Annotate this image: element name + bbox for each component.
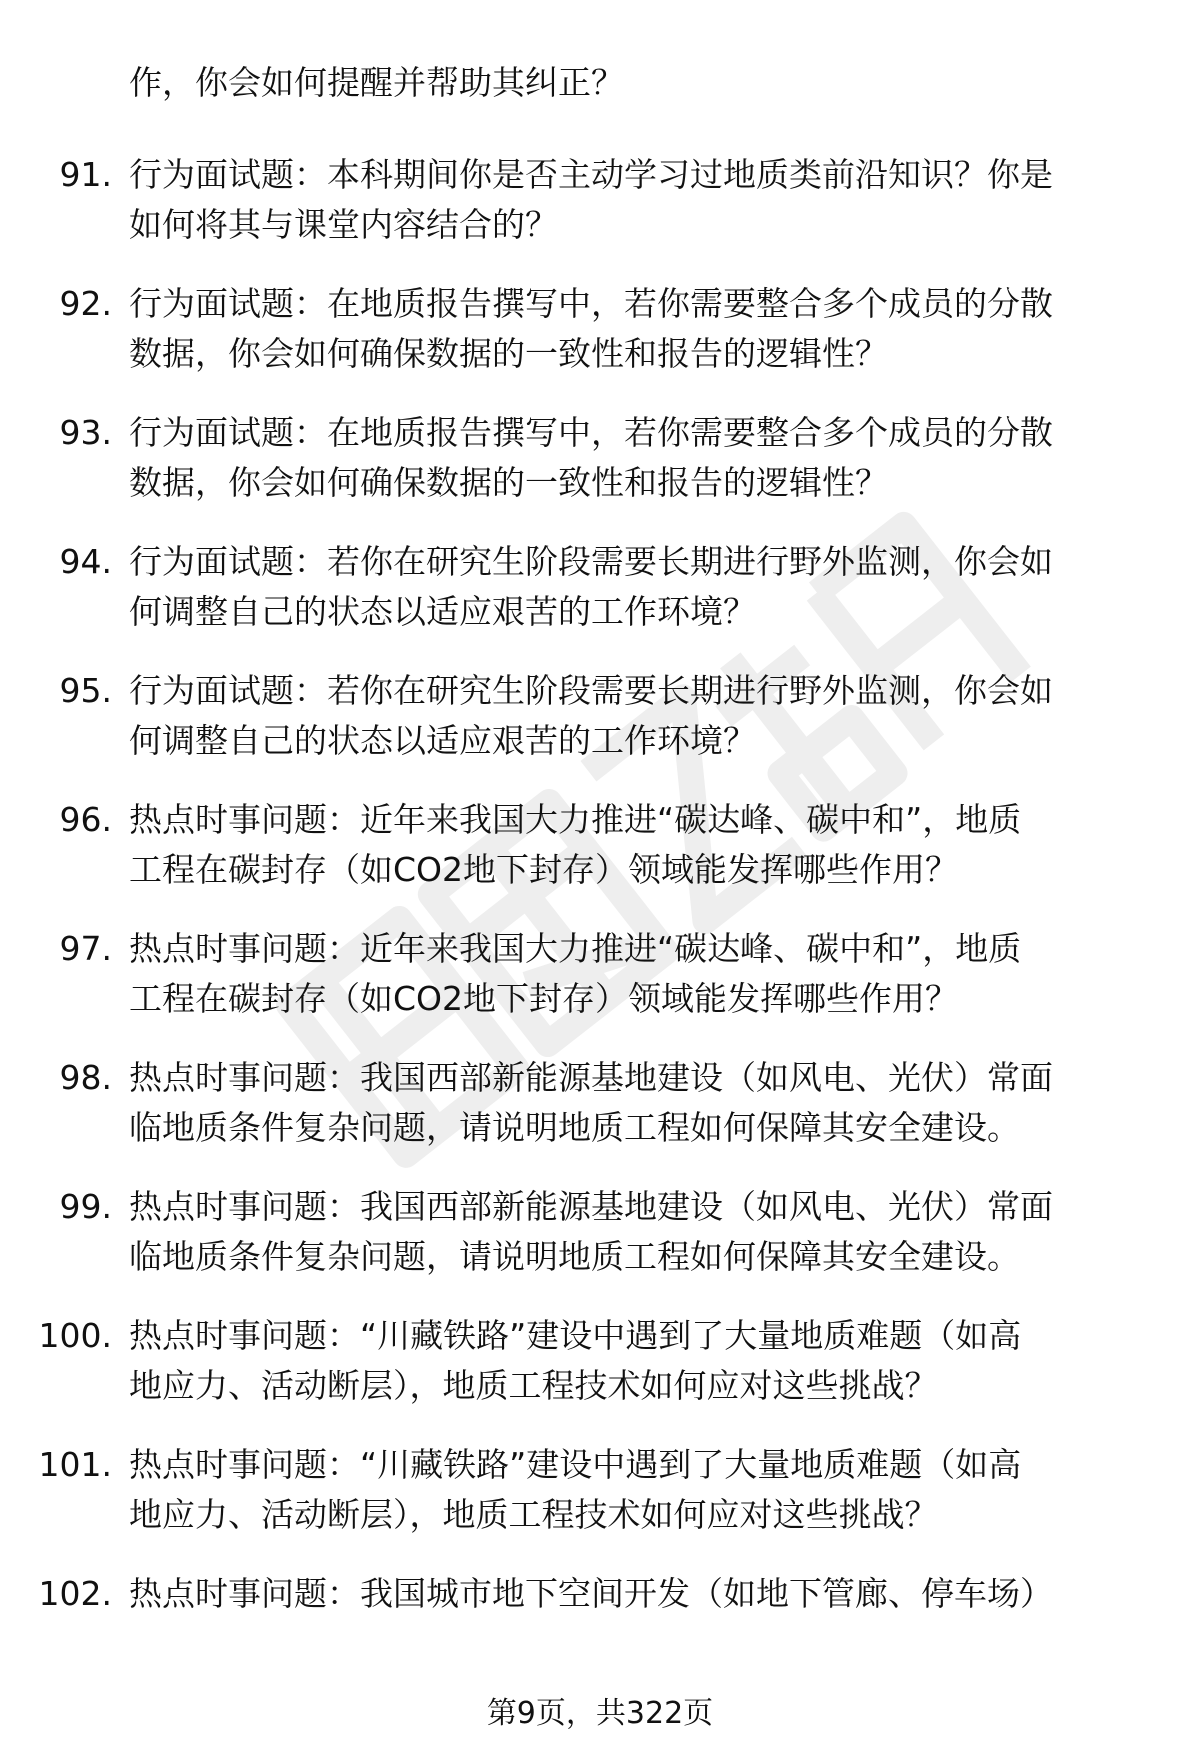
question-text [129,795,1149,895]
continued-question-text: 作，你会如何提醒并帮助其纠正？ [129,63,624,102]
question-line: 地应力、活动断层），地质工程技术如何应对这些挑战？ [129,1495,938,1534]
question-line: 何调整自己的状态以适应艰苦的工作环境？ [129,721,756,760]
question-line: 工程在碳封存（如CO2地下封存）领域能发挥哪些作用？ [129,850,959,889]
question-list [0,150,1200,1698]
question-number: 91. [59,155,112,194]
question-text [129,408,1149,508]
page-footer: 第9页，共322页 [486,1696,714,1731]
question-item [0,1182,1200,1311]
question-number: 102. [38,1574,112,1613]
question-item [0,408,1200,537]
question-text [129,150,1149,250]
question-line: 行为面试题：在地质报告撰写中，若你需要整合多个成员的分散 [129,413,1053,452]
question-line: 数据，你会如何确保数据的一致性和报告的逻辑性？ [129,463,888,502]
question-number: 92. [59,284,112,323]
question-line: 行为面试题：在地质报告撰写中，若你需要整合多个成员的分散 [129,284,1053,323]
question-number: 95. [59,671,112,710]
question-item [0,1569,1200,1698]
question-line: 行为面试题：若你在研究生阶段需要长期进行野外监测，你会如 [129,542,1053,581]
question-item [0,150,1200,279]
question-line: 热点时事问题：近年来我国大力推进“碳达峰、碳中和”，地质 [129,800,1022,839]
question-line: 地应力、活动断层），地质工程技术如何应对这些挑战？ [129,1366,938,1405]
question-text [129,279,1149,379]
question-text [129,1182,1149,1282]
question-item [0,279,1200,408]
question-line: 热点时事问题：我国西部新能源基地建设（如风电、光伏）常面 [129,1187,1053,1226]
question-item [0,924,1200,1053]
question-text [129,1311,1149,1411]
question-number: 94. [59,542,112,581]
question-number: 100. [38,1316,112,1355]
question-line: 行为面试题：若你在研究生阶段需要长期进行野外监测，你会如 [129,671,1053,710]
question-line: 热点时事问题：我国城市地下空间开发（如地下管廊、停车场） [129,1574,1053,1613]
question-line: 热点时事问题：“川藏铁路”建设中遇到了大量地质难题（如高 [129,1316,1022,1355]
question-line: 如何将其与课堂内容结合的？ [129,205,558,244]
question-line: 热点时事问题：近年来我国大力推进“碳达峰、碳中和”，地质 [129,929,1022,968]
question-item [0,795,1200,924]
question-item [0,1311,1200,1440]
question-line: 热点时事问题：我国西部新能源基地建设（如风电、光伏）常面 [129,1058,1053,1097]
question-text [129,1569,1149,1619]
question-number: 98. [59,1058,112,1097]
question-line: 行为面试题：本科期间你是否主动学习过地质类前沿知识？你是 [129,155,1053,194]
question-number: 97. [59,929,112,968]
question-line: 工程在碳封存（如CO2地下封存）领域能发挥哪些作用？ [129,979,959,1018]
question-item [0,537,1200,666]
question-line: 何调整自己的状态以适应艰苦的工作环境？ [129,592,756,631]
question-text [129,924,1149,1024]
question-text [129,1053,1149,1153]
question-line: 数据，你会如何确保数据的一致性和报告的逻辑性？ [129,334,888,373]
question-item [0,666,1200,795]
question-number: 99. [59,1187,112,1226]
question-line: 临地质条件复杂问题，请说明地质工程如何保障其安全建设。 [129,1237,1020,1276]
question-text [129,1440,1149,1540]
question-number: 93. [59,413,112,452]
question-number: 96. [59,800,112,839]
question-item [0,1053,1200,1182]
question-line: 临地质条件复杂问题，请说明地质工程如何保障其安全建设。 [129,1108,1020,1147]
question-number: 101. [38,1445,112,1484]
question-line: 热点时事问题：“川藏铁路”建设中遇到了大量地质难题（如高 [129,1445,1022,1484]
question-text [129,666,1149,766]
question-item [0,1440,1200,1569]
question-text [129,537,1149,637]
